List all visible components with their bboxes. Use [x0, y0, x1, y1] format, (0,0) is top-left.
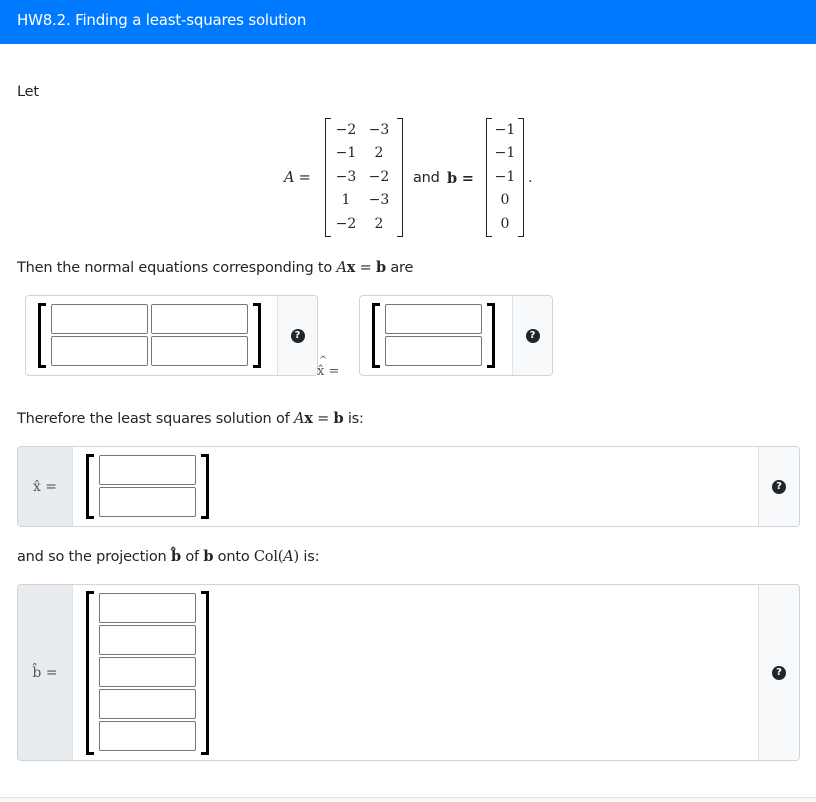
xhat-prefix: x̂ =	[18, 447, 73, 526]
rhs-vector-input-r1[interactable]	[385, 304, 482, 334]
and-label: and	[413, 170, 440, 186]
matrix-a-cell: −3	[335, 168, 357, 185]
question-circle-icon: ?	[772, 666, 786, 680]
matrix-a-cell: −3	[368, 192, 390, 209]
projection-input-r3[interactable]	[99, 657, 196, 687]
solution-input-r1[interactable]	[99, 455, 196, 485]
page-header	[0, 0, 816, 44]
solution-input-r2[interactable]	[99, 487, 196, 517]
matrix-a-cell: −2	[335, 215, 357, 232]
question-title: HW8.2. Finding a least-squares solution	[17, 11, 307, 29]
matrix-a-cell: −2	[368, 168, 390, 185]
right-bracket	[518, 118, 524, 237]
vector-b-cell: 0	[500, 215, 510, 232]
vector-b	[486, 118, 532, 237]
matrix-a-cell: 2	[374, 215, 384, 232]
projection-input-r4[interactable]	[99, 689, 196, 719]
xhat-equals: ^ x̂ =	[317, 355, 340, 379]
matrix-a-cell: −1	[335, 145, 357, 162]
question-circle-icon: ?	[291, 329, 305, 343]
normal-eq-lhs-group	[25, 295, 318, 376]
period: .	[528, 169, 533, 186]
matrix-a-grid	[331, 119, 397, 236]
lhs-help-button[interactable]	[277, 296, 317, 375]
vector-b-cell: −1	[494, 145, 516, 162]
left-bracket	[86, 591, 94, 755]
right-bracket	[201, 454, 209, 519]
vector-b-cell: 0	[500, 192, 510, 209]
right-bracket	[397, 118, 403, 237]
rhs-help-button[interactable]	[512, 296, 552, 375]
lhs-matrix-input-r2c2[interactable]	[151, 336, 248, 366]
matrix-a-label: A =	[284, 170, 311, 186]
right-bracket	[201, 591, 209, 755]
question-circle-icon: ?	[526, 329, 540, 343]
projection-input-r1[interactable]	[99, 593, 196, 623]
matrix-a-cell: −3	[368, 122, 390, 139]
projection-prompt: and so the projection b̂ of b onto Col(A) is:	[17, 548, 320, 565]
rhs-vector-input-r2[interactable]	[385, 336, 482, 366]
let-label: Let	[17, 84, 39, 100]
solution-help-button[interactable]	[758, 447, 799, 526]
left-bracket	[86, 454, 94, 519]
solution-input-group	[17, 446, 800, 527]
lhs-matrix-input-r2c1[interactable]	[51, 336, 148, 366]
projection-help-button[interactable]	[758, 585, 799, 760]
question-circle-icon: ?	[772, 480, 786, 494]
matrix-a	[325, 118, 403, 237]
left-bracket	[38, 303, 46, 368]
lhs-matrix-input-r1c1[interactable]	[51, 304, 148, 334]
vector-b-cell: −1	[494, 168, 516, 185]
vector-b-cell: −1	[494, 122, 516, 139]
vector-b-label: b =	[447, 170, 474, 187]
projection-input-group	[17, 584, 800, 761]
matrix-a-cell: 2	[374, 145, 384, 162]
projection-input-r2[interactable]	[99, 625, 196, 655]
right-bracket	[253, 303, 261, 368]
bhat-prefix: b̂ =	[18, 585, 73, 760]
solution-prompt: Therefore the least squares solution of Ax = b is:	[17, 410, 364, 427]
projection-input-r5[interactable]	[99, 721, 196, 751]
card-footer-divider	[0, 797, 816, 802]
lhs-matrix-input-r1c2[interactable]	[151, 304, 248, 334]
matrix-a-cell: 1	[341, 192, 351, 209]
normal-eq-rhs-group	[359, 295, 553, 376]
normal-equations-prompt: Then the normal equations corresponding to Ax = b are	[17, 259, 414, 276]
matrix-a-cell: −2	[335, 122, 357, 139]
left-bracket	[372, 303, 380, 368]
right-bracket	[487, 303, 495, 368]
vector-b-grid	[492, 119, 518, 236]
